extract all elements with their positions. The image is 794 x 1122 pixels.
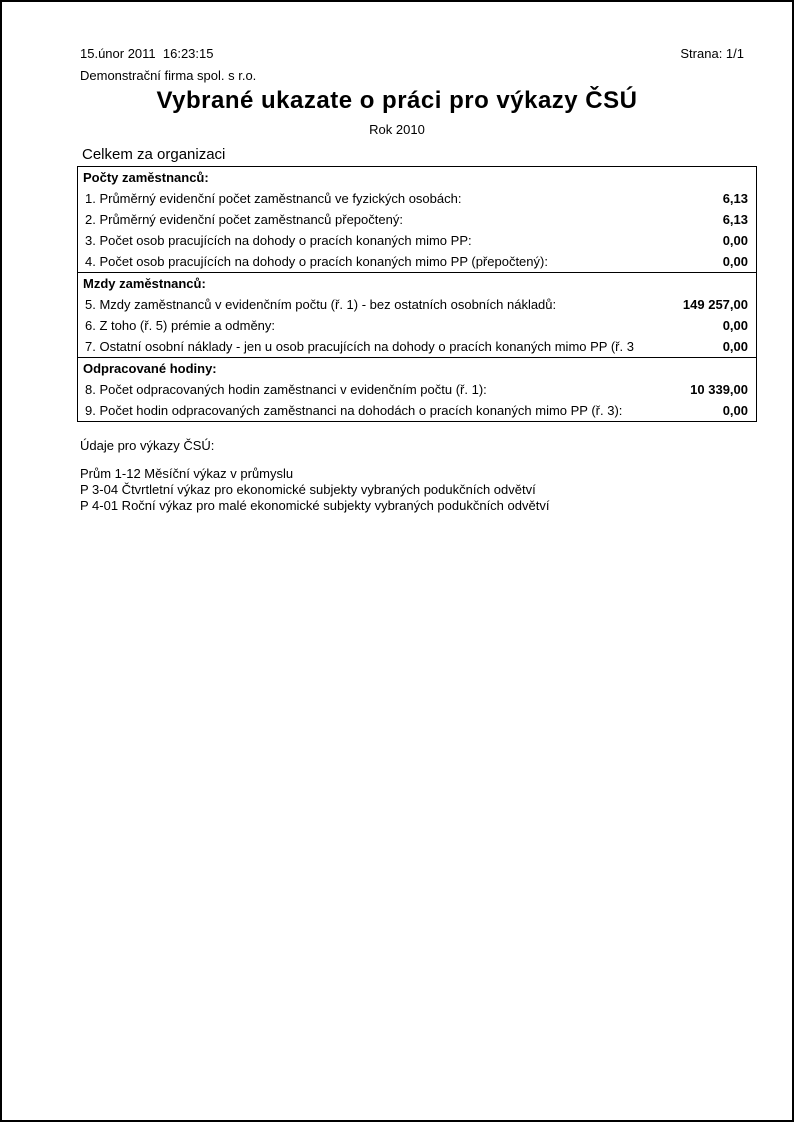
row-value: 0,00 xyxy=(722,403,748,418)
indicator-row xyxy=(78,315,756,336)
row-value: 6,13 xyxy=(722,212,748,227)
indicator-row xyxy=(78,251,756,272)
row-label: 8. Počet odpracovaných hodin zaměstnanci v evidenčním počtu (ř. 1): xyxy=(85,382,487,397)
row-label: 3. Počet osob pracujících na dohody o pracích konaných mimo PP: xyxy=(85,233,472,248)
section-wages xyxy=(78,272,756,357)
row-value: 10 339,00 xyxy=(690,382,748,397)
indicator-row xyxy=(78,379,756,400)
indicator-row xyxy=(78,400,756,421)
note-line: P 3-04 Čtvrtletní výkaz pro ekonomické subjekty vybraných podukčních odvětví xyxy=(80,482,536,497)
section-header: Odpracované hodiny: xyxy=(83,361,217,376)
indicator-row xyxy=(78,294,756,315)
notes-block xyxy=(80,466,792,514)
page-number: Strana: 1/1 xyxy=(680,46,744,61)
row-label: 4. Počet osob pracujících na dohody o pracích konaných mimo PP (přepočtený): xyxy=(85,254,548,269)
report-subtitle: Rok 2010 xyxy=(369,122,425,137)
row-value: 0,00 xyxy=(722,318,748,333)
indicator-row xyxy=(78,230,756,251)
row-value: 0,00 xyxy=(722,233,748,248)
report-title: Vybrané ukazate o práci pro výkazy ČSÚ xyxy=(156,87,638,114)
indicator-row xyxy=(78,209,756,230)
row-value: 149 257,00 xyxy=(682,297,748,312)
row-label: 7. Ostatní osobní náklady - jen u osob pracujících na dohody o pracích konaných mimo PP (ř. 3 xyxy=(85,339,634,354)
section-worked-hours xyxy=(78,357,756,421)
row-label: 2. Průměrný evidenční počet zaměstnanců přepočtený: xyxy=(85,212,403,227)
row-value: 6,13 xyxy=(722,191,748,206)
row-label: 1. Průměrný evidenční počet zaměstnanců ve fyzických osobách: xyxy=(85,191,462,206)
company-name: Demonstrační firma spol. s r.o. xyxy=(80,68,257,83)
section-header: Počty zaměstnanců: xyxy=(83,170,209,185)
note-line: Prům 1-12 Měsíční výkaz v průmyslu xyxy=(80,466,294,481)
report-datetime: 15.únor 2011 16:23:15 xyxy=(80,46,214,61)
row-label: 5. Mzdy zaměstnanců v evidenčním počtu (ř. 1) - bez ostatních osobních nákladů: xyxy=(85,297,557,312)
section-employee-counts xyxy=(78,167,756,272)
indicator-row xyxy=(78,188,756,209)
row-value: 0,00 xyxy=(722,339,748,354)
row-label: 6. Z toho (ř. 5) prémie a odměny: xyxy=(85,318,276,333)
scope-title: Celkem za organizaci xyxy=(82,146,226,163)
notes-heading: Údaje pro výkazy ČSÚ: xyxy=(80,438,215,453)
indicators-table xyxy=(77,166,757,422)
note-line: P 4-01 Roční výkaz pro malé ekonomické subjekty vybraných podukčních odvětví xyxy=(80,498,550,513)
row-label: 9. Počet hodin odpracovaných zaměstnanci na dohodách o pracích konaných mimo PP (ř. 3): xyxy=(85,403,623,418)
page-meta-row xyxy=(80,46,744,61)
section-header: Mzdy zaměstnanců: xyxy=(83,276,206,291)
indicator-row xyxy=(78,336,756,357)
row-value: 0,00 xyxy=(722,254,748,269)
